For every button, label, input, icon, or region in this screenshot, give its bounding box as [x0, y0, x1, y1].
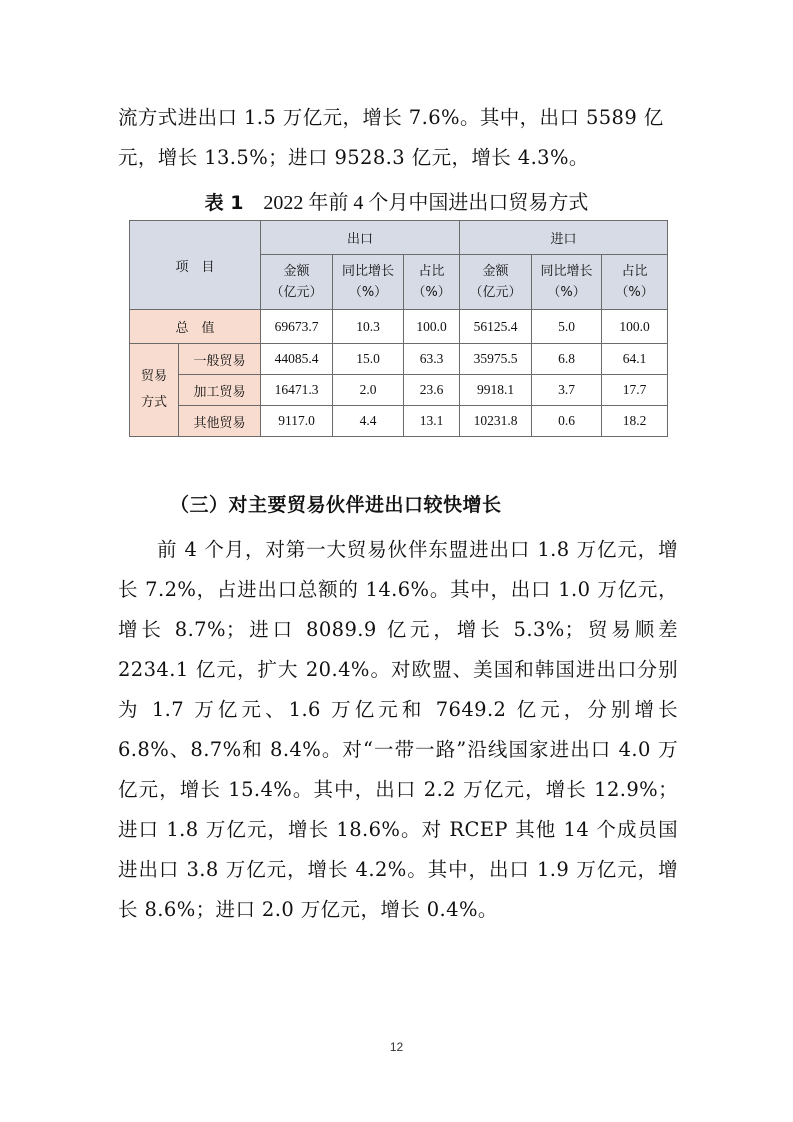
row-label: 其他贸易	[179, 406, 261, 437]
page-number: 12	[389, 1040, 404, 1054]
header-import: 进口	[460, 221, 668, 255]
intro-paragraph	[118, 98, 678, 178]
table-row-total	[130, 310, 668, 344]
table-cell: 13.1	[404, 406, 460, 437]
table-cell: 0.6	[532, 406, 602, 437]
table-row	[130, 406, 668, 437]
table-cell: 9918.1	[460, 375, 532, 406]
table-cell: 10.3	[333, 310, 404, 344]
header-export-share: 占比 （%）	[404, 255, 460, 310]
table-row	[130, 375, 668, 406]
table-cell: 15.0	[333, 344, 404, 375]
table-cell: 10231.8	[460, 406, 532, 437]
table-cell: 4.4	[333, 406, 404, 437]
header-import-share: 占比 （%）	[602, 255, 668, 310]
trade-method-table	[129, 220, 668, 437]
header-export-amount: 金额 （亿元）	[261, 255, 333, 310]
table-cell: 6.8	[532, 344, 602, 375]
section-paragraph	[118, 530, 678, 930]
header-export-growth: 同比增长 （%）	[333, 255, 404, 310]
header-export: 出口	[261, 221, 460, 255]
table-cell: 16471.3	[261, 375, 333, 406]
table-title-text: 2022 年前 4 个月中国进出口贸易方式	[263, 192, 589, 214]
table-row	[130, 344, 668, 375]
row-label: 加工贸易	[179, 375, 261, 406]
section-paragraph-text: 前 4 个月，对第一大贸易伙伴东盟进出口 1.8 万亿元，增长 7.2%，占进出口总额的 14.6%。其中，出口 1.0 万亿元，增长 8.7%；进口 8089.9 亿元，增长 5.3%；贸易顺差 2234.1 亿元，扩大 20.4%。对欧盟、美国和韩国进出口分别为 1.7 万亿元、1.6 万亿元和 7649.2 亿元，分别增长 6.8%、8.7%和 8.4%。对“一带一路”沿线国家进出口 4.0 万亿元，增长 15.4%。其中，出口 2.2 万亿元，增长 12.9%；进口 1.8 万亿元，增长 18.6%。对 RCEP 其他 14 个成员国进出口 3.8 万亿元，增长 4.2%。其中，出口 1.9 万亿元，增长 8.6%；进口 2.0 万亿元，增长 0.4%。	[118, 538, 678, 921]
table-cell: 2.0	[333, 375, 404, 406]
table-cell: 69673.7	[261, 310, 333, 344]
table-cell: 100.0	[404, 310, 460, 344]
table-cell: 3.7	[532, 375, 602, 406]
table-cell: 35975.5	[460, 344, 532, 375]
table-cell: 64.1	[602, 344, 668, 375]
table-title	[0, 186, 793, 215]
group-label: 贸易 方式	[130, 344, 179, 437]
section-heading: （三）对主要贸易伙伴进出口较快增长	[170, 494, 502, 516]
table-cell: 56125.4	[460, 310, 532, 344]
header-import-growth: 同比增长 （%）	[532, 255, 602, 310]
table-cell: 9117.0	[261, 406, 333, 437]
total-label: 总 值	[130, 310, 261, 344]
header-item: 项 目	[130, 221, 261, 310]
header-import-amount: 金额 （亿元）	[460, 255, 532, 310]
table-title-label: 表 1	[204, 192, 244, 214]
table-cell: 63.3	[404, 344, 460, 375]
table-cell: 17.7	[602, 375, 668, 406]
table-cell: 23.6	[404, 375, 460, 406]
table-cell: 18.2	[602, 406, 668, 437]
table-cell: 100.0	[602, 310, 668, 344]
table-cell: 44085.4	[261, 344, 333, 375]
table-cell: 5.0	[532, 310, 602, 344]
intro-text: 流方式进出口 1.5 万亿元，增长 7.6%。其中，出口 5589 亿元，增长 13.5%；进口 9528.3 亿元，增长 4.3%。	[118, 106, 664, 169]
row-label: 一般贸易	[179, 344, 261, 375]
